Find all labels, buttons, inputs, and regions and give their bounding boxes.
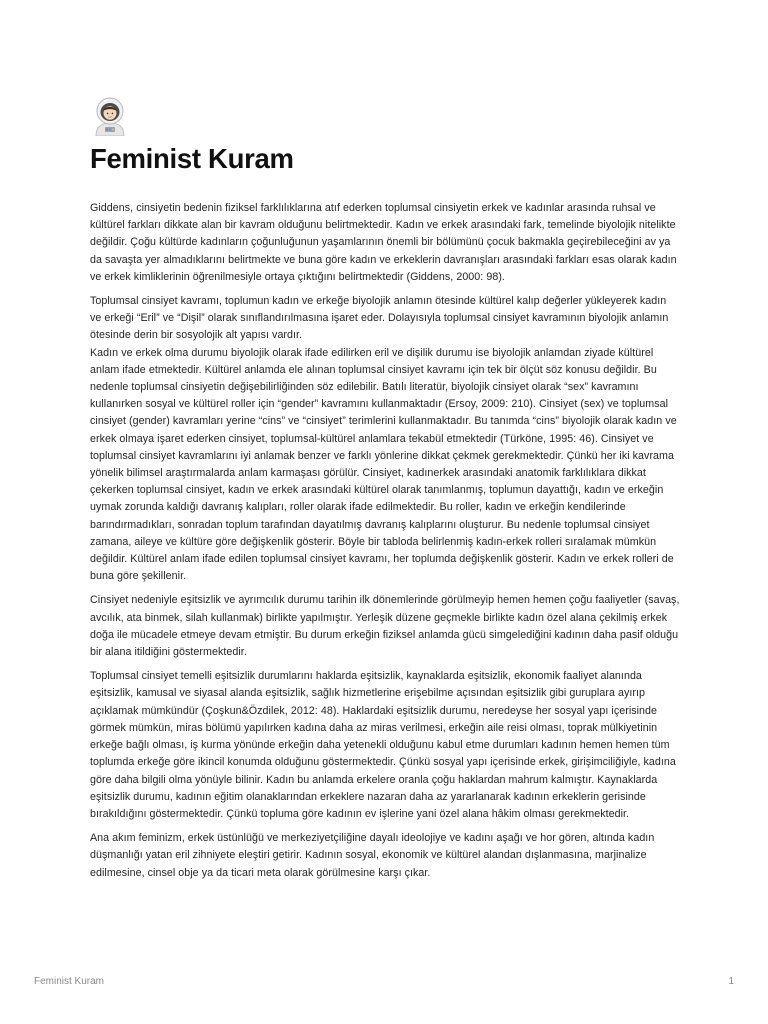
paragraph: Cinsiyet nedeniyle eşitsizlik ve ayrımcılık durumu tarihin ilk dönemlerinde görülmeyip hemen hemen çoğu faaliyetler (savaş, avcılık, ata binmek, silah kullanmak) birlikte yapılmıştır. Yerleşik düzene geçmekle birlikte kadın özel alana çekilmiş erkek doğa ile mücadele etmeye devam etmiştir. Bu durum erkeğin fiziksel anlamda gücü simgelediğini kadının daha pasif olduğu bir alana itildiğini göstermektedir.: [90, 594, 680, 659]
paragraph: Toplumsal cinsiyet temelli eşitsizlik durumlarını haklarda eşitsizlik, kaynaklarda eşitsizlik, ekonomik faaliyet alanında eşitsizlik, kamusal ve siyasal alanda eşitsizlik, sağlık hizmetlerine erişebilme açısından eşitsizlik gibi guruplara ayırıp açıklamak mümkündür (Çoşkun&Özdilek, 2012: 48). Haklardaki eşitsizlik durumu, neredeyse her sosyal yapı içerisinde görmek mümkün, miras bölümü yapılırken kadına daha az miras verilmesi, erkeğin aile reisi olması, toprak mülkiyetinin erkeğe bağlı olması, iş kurma yönünde erkeğin daha yetenekli olduğunu kabul etme durumları kadının hemen hemen tüm toplumda erkeğe göre ikincil konumda olduğunu göstermektedir. Çünkü sosyal yapı içerisinde erkek, girişimciliğiyle, kadına göre daha bilgili olma yönüyle bilinir. Kadın bu anlamda erkelere oranla çoğu haklardan mahrum kalmıştır. Kaynaklarda eşitsizlik durumu, kadının eğitim olanaklarından erkeklere nazaran daha az yararlanarak kadının erkeklerin gerisinde bırakıldığını göstermektedir. Çünkü topluma göre kadının ev işlerine yani özel alana hâkim olması gerekmektedir.: [90, 670, 676, 820]
paragraph: Toplumsal cinsiyet kavramı, toplumun kadın ve erkeğe biyolojik anlamın ötesinde kültürel kalıp değerler yükleyerek kadın ve erkeği “Eril” ve “Dişil” olarak sınıflandırılmasına işaret eder. Dolayısıyla toplumsal cinsiyet kavramının biyolojik anlamın ötesinde derin bir sosyolojik alt yapısı vardır.: [90, 295, 669, 342]
page-number: 1: [728, 976, 734, 987]
paragraph: Ana akım feminizm, erkek üstünlüğü ve merkeziyetçiliğine dayalı ideolojiye ve kadını aşağı ve hor gören, altında kadın düşmanlığı yatan eril zihniyete eleştiri getirir. Kadının sosyal, ekonomik ve kültürel alandan dışlanmasına, marjinalize edilmesine, cinsel obje ya da ticari meta olarak görülmesine karşı çıkar.: [90, 832, 655, 879]
paragraph: Giddens, cinsiyetin bedenin fiziksel farklılıklarına atıf ederken toplumsal cinsiyetin erkek ve kadınlar arasında ruhsal ve kültürel farkları dikkate alan bir kavram olduğunu belirtmektedir. Kadın ve erkek arasındaki fark, temelinde biyolojik nitelikte değildir. Çoğu kültürde kadınların çoğunluğunun yaşamlarının önemli bir bölümünü çocuk bakmakla geçirebileceğini av ya da savaşta yer almadıklarını belirtmekte ve buna göre kadın ve erkeklerin davranışları arasındaki farkları esas olarak kadın ve erkek kimliklerinin öğrenilmesiyle ortaya çıktığını belirtmektedir (Giddens, 2000: 98).: [90, 202, 677, 283]
page-footer: [34, 976, 734, 987]
document-page: [90, 96, 680, 889]
document-body: [90, 200, 680, 882]
page-title: Feminist Kuram: [90, 143, 294, 174]
astronaut-icon: [90, 96, 130, 136]
paragraph: Kadın ve erkek olma durumu biyolojik olarak ifade edilirken eril ve dişilik durumu ise biyolojik anlamdan ziyade kültürel anlam ifade etmektedir. Kültürel anlamda ele alınan toplumsal cinsiyet kavramı için tek bir ölçüt söz konusu değildir. Bu nedenle toplumsal cinsiyetin değişebilirliğinden söz edilebilir. Batılı literatür, biyolojik cinsiyet olarak “sex” kavramını kullanırken sosyal ve kültürel roller için “gender” kavramını kullanmaktadır (Ersoy, 2009: 210). Cinsiyet (sex) ve toplumsal cinsiyet (gender) kavramları yerine “cins” ve “cinsiyet” terimlerini kullanmaktadır. Bu tanımda “cins” biyolojik olarak kadın ve erkek olmaya işaret ederken cinsiyet, toplumsal-kültürel anlamlara tekabül etmektedir (Türköne, 1995: 46). Cinsiyet ve toplumsal cinsiyet kavramlarını iyi anlamak benzer ve farklı yönlerine dikkat çekmek gerekmektedir. Çünkü her iki kavrama yönelik bilimsel araştırmalarda anlam karmaşası görülür. Cinsiyet, kadınerkek arasındaki anatomik farklılıklara dikkat çekerken toplumsal cinsiyet, kadın ve erkek arasındaki kültürel olarak tanımlanmış, toplumun dayattığı, kadın ve erkeğin uymak zorunda kaldığı davranış kalıpları, roller olarak ifade edilmektedir. Bu roller, kadın ve erkeğin kendilerinde barındırmadıkları, sonradan toplum tarafından dayatılmış davranış kalıplarını oluşturur. Bu nedenle toplumsal cinsiyet zamana, aileye ve kültüre göre değişkenlik gösterir. Böyle bir tabloda belirlenmiş kadın-erkek rolleri sıralamak mümkün değildir. Kültürel anlam ifade edilen toplumsal cinsiyet kavramı, her toplumda değişkenlik gösterir. Kadın ve erkek rolleri de buna göre şekillenir.: [90, 346, 677, 583]
footer-title: Feminist Kuram: [34, 976, 105, 987]
